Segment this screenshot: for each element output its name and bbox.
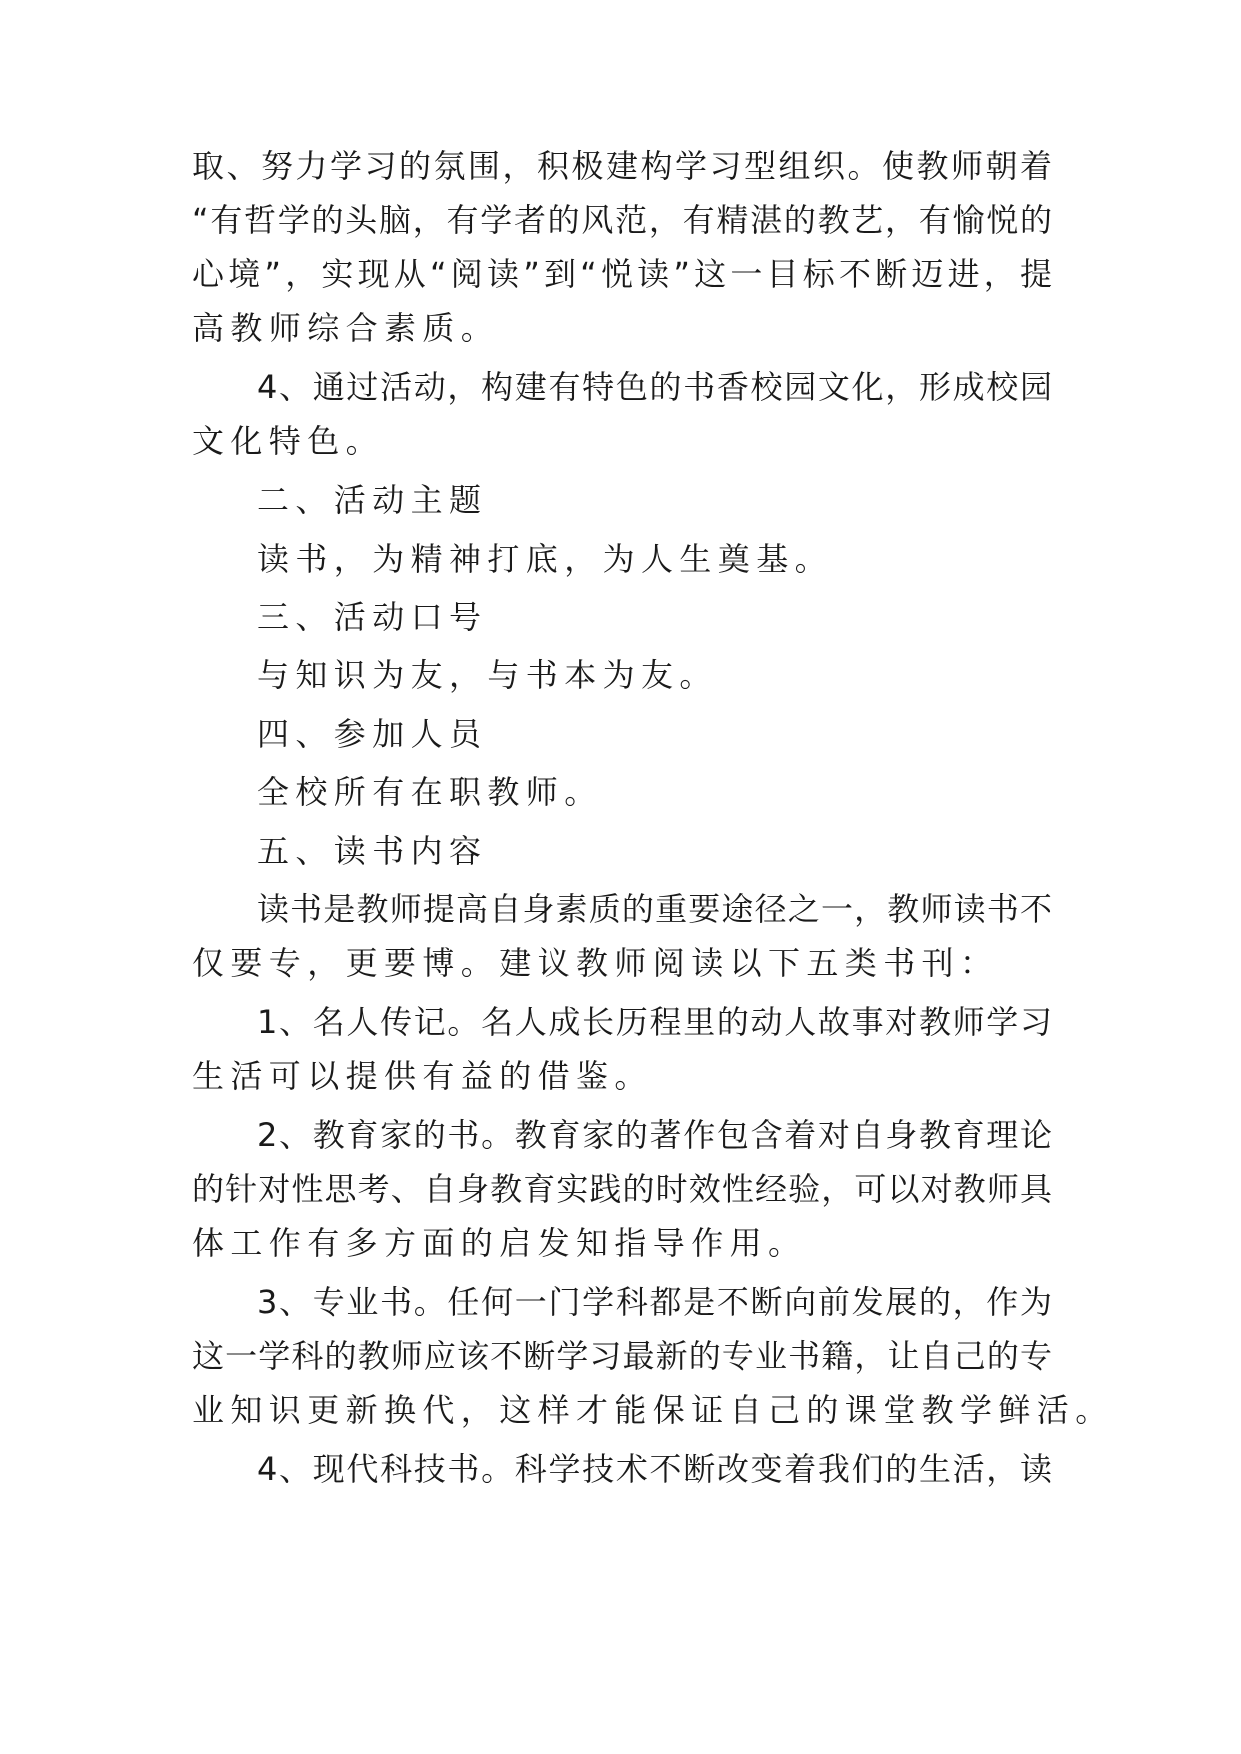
section-heading: 五、读书内容: [257, 832, 488, 870]
text-line: 读书是教师提高自身素质的重要途径之一，教师读书不: [257, 890, 1052, 928]
text-line: 1、名人传记。名人成长历程里的动人故事对教师学习: [257, 1003, 1052, 1041]
text-line: 取、努力学习的氛围，积极建构学习型组织。使教师朝着: [192, 147, 1052, 185]
text-line: 生活可以提供有益的借鉴。: [192, 1057, 653, 1095]
text-line: 3、专业书。任何一门学科都是不断向前发展的，作为: [257, 1283, 1052, 1321]
text-line: 仅要专，更要博。建议教师阅读以下五类书刊：: [192, 944, 999, 982]
text-line: 4、现代科技书。科学技术不断改变着我们的生活，读: [257, 1450, 1052, 1488]
section-heading: 三、活动口号: [257, 598, 488, 636]
text-line: 与知识为友，与书本为友。: [257, 656, 718, 694]
section-heading: 二、活动主题: [257, 481, 488, 519]
text-line: 这一学科的教师应该不断学习最新的专业书籍，让自己的专: [192, 1337, 1052, 1375]
text-line: 高教师综合素质。: [192, 309, 500, 347]
text-line: “有哲学的头脑，有学者的风范，有精湛的教艺，有愉悦的: [192, 201, 1052, 239]
text-line: 体工作有多方面的启发知指导作用。: [192, 1224, 807, 1262]
text-line: 业知识更新换代，这样才能保证自己的课堂教学鲜活。: [192, 1391, 1114, 1429]
section-heading: 四、参加人员: [257, 715, 488, 753]
text-line: 4、通过活动，构建有特色的书香校园文化，形成校园: [257, 368, 1052, 406]
text-line: 2、教育家的书。教育家的著作包含着对自身教育理论: [257, 1116, 1052, 1154]
text-line: 文化特色。: [192, 422, 385, 460]
text-line: 的针对性思考、自身教育实践的时效性经验，可以对教师具: [192, 1170, 1052, 1208]
text-line: 心境”，实现从“阅读”到“悦读”这一目标不断迈进，提: [192, 255, 1052, 293]
text-line: 读书，为精神打底，为人生奠基。: [257, 540, 834, 578]
text-line: 全校所有在职教师。: [257, 773, 603, 811]
